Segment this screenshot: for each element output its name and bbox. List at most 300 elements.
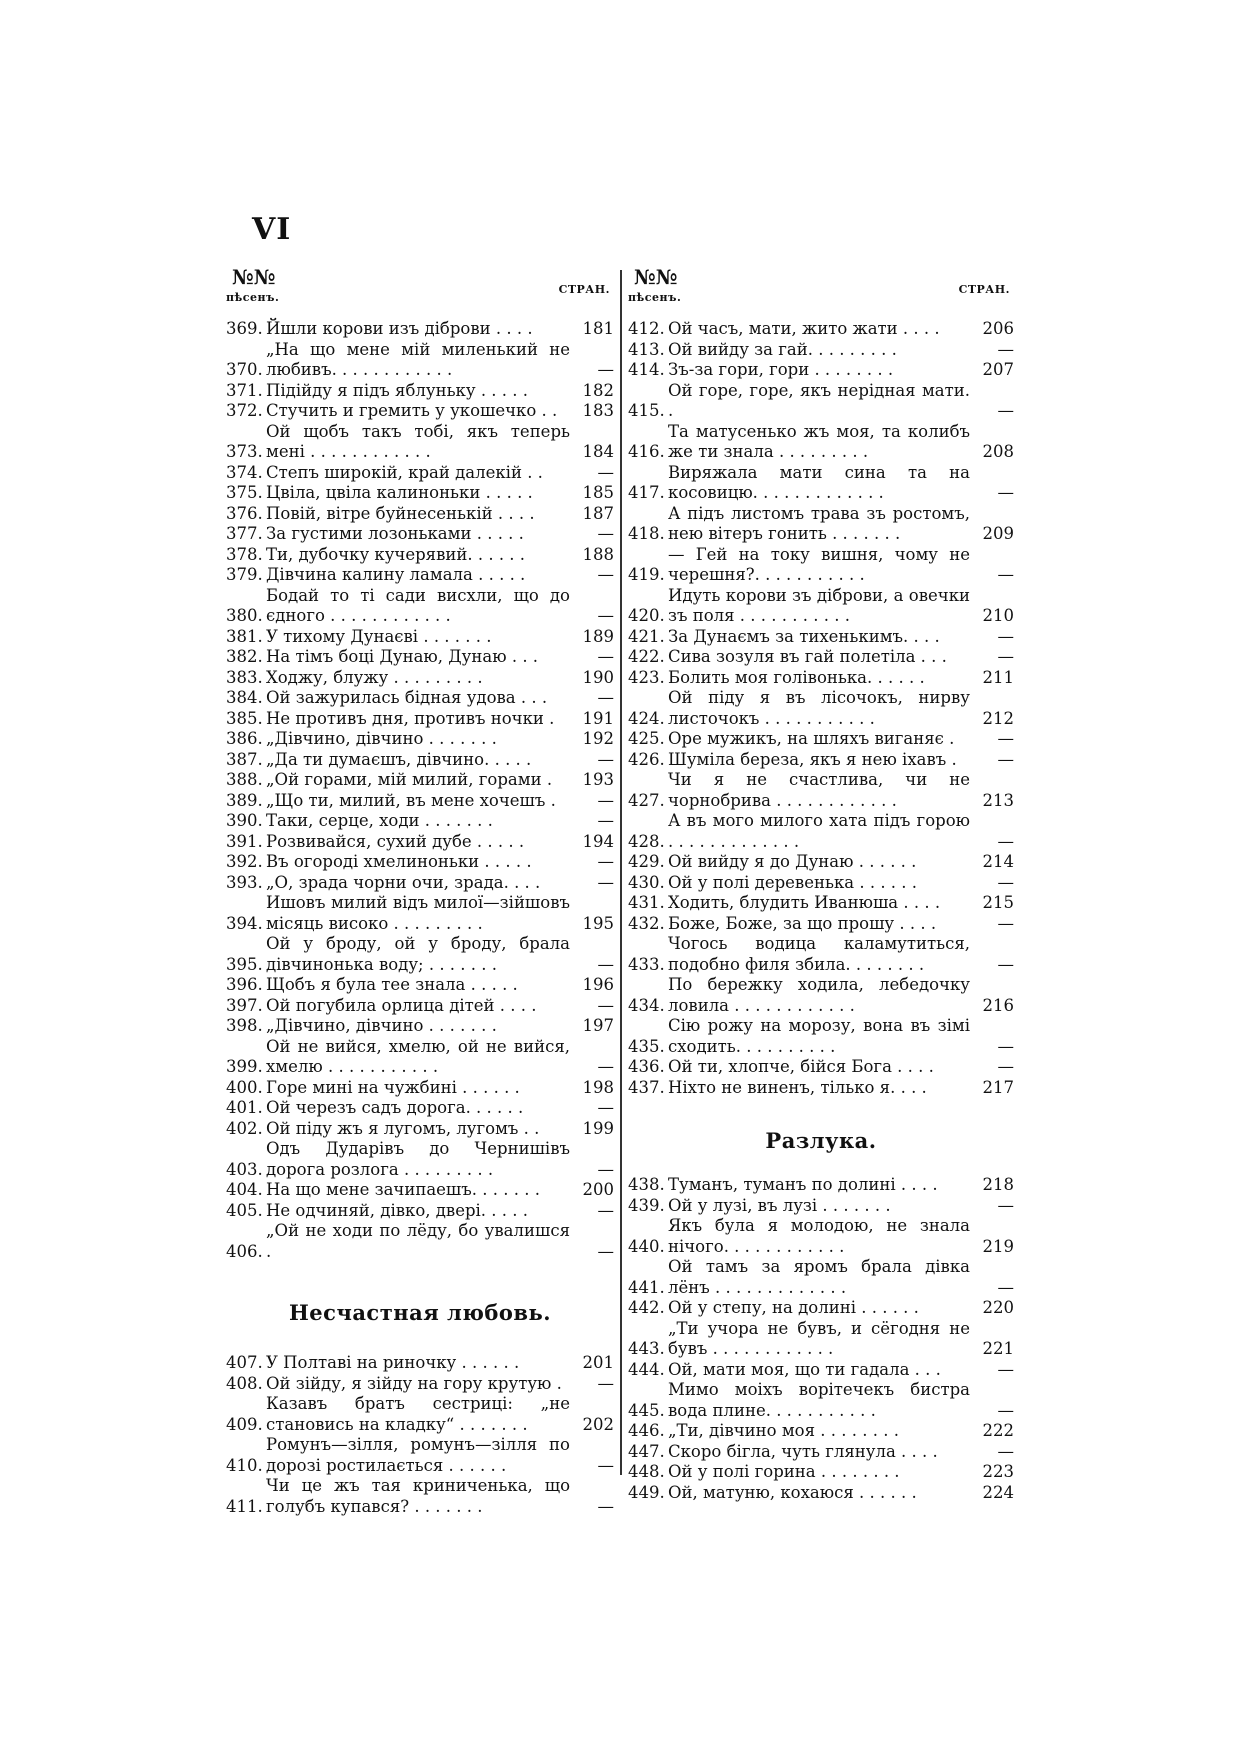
entry-title: Якъ була я молодою, не знала нічого. . . . . . . . . . . .: [668, 1216, 970, 1256]
entry-page: —: [597, 524, 614, 543]
entry-page: 210: [982, 606, 1014, 625]
toc-entry: [226, 483, 614, 504]
entry-number: 424.: [628, 708, 665, 728]
entry-title: — Гей на току вишня, чому не черешня?. . . . . . . . . . .: [668, 544, 970, 584]
toc-entry: [628, 873, 1014, 894]
entry-number: 383.: [226, 667, 263, 687]
entry-title: Ходить, блудить Иванюша . . . .: [668, 893, 941, 912]
entry-page: 209: [982, 524, 1014, 543]
entry-page: —: [997, 565, 1014, 584]
entry-number: 370.: [226, 360, 263, 379]
entry-page: —: [597, 954, 614, 974]
entry-title: Та матусенько жъ моя, та колибъ же ти знала . . . . . . . . .: [668, 421, 970, 461]
entry-number: 385.: [226, 708, 263, 728]
entry-number: 435.: [628, 1036, 665, 1056]
entry-number: 389.: [226, 790, 263, 810]
toc-entry: [628, 504, 1014, 545]
number-label: №№: [634, 265, 678, 289]
songs-label: пѣсенъ.: [628, 291, 682, 304]
entry-title: „Що ти, милий, въ мене хочешъ .: [266, 790, 556, 810]
entry-number: 433.: [628, 954, 665, 974]
entry-number: 441.: [628, 1277, 665, 1297]
entry-title: Ой часъ, мати, жито жати . . . .: [668, 319, 940, 338]
entry-number: 399.: [226, 1057, 263, 1076]
entry-page: —: [597, 852, 614, 871]
entry-title: Цвіла, цвіла калиноньки . . . . .: [266, 483, 533, 502]
toc-entry: [628, 668, 1014, 689]
entry-number: 373.: [226, 442, 263, 461]
toc-entry: [226, 1016, 614, 1037]
entry-number: 398.: [226, 1016, 263, 1035]
column-divider: [620, 270, 622, 1475]
entry-title: „Ти учора не бувъ, и сёгодня не бувъ . . . . . . . . . . . .: [668, 1318, 970, 1358]
toc-entry: [226, 729, 614, 750]
toc-entry: [226, 1435, 614, 1476]
toc-entry: [226, 688, 614, 709]
toc-entry: [628, 1257, 1014, 1298]
entry-title: Ой ти, хлопче, бійся Бога . . . .: [668, 1057, 934, 1076]
toc-entry: [628, 1078, 1014, 1099]
entry-title: Ишовъ милий відъ милої—зійшовъ місяць високо . . . . . . . . .: [266, 893, 570, 933]
entry-title: Идуть корови зъ діброви, а овечки зъ поля . . . . . . . . . . .: [668, 585, 970, 625]
entry-title: Болить моя голівонька. . . . . .: [668, 667, 925, 687]
entry-page: —: [997, 339, 1014, 359]
entry-page: —: [597, 1241, 614, 1261]
entry-number: 393.: [226, 872, 263, 892]
entry-title: Ой, матуню, кохаюся . . . . . .: [668, 1482, 917, 1502]
entry-title: Боже, Боже, за що прошу . . . .: [668, 913, 937, 933]
toc-entry: [226, 1374, 614, 1395]
toc-entry: [628, 934, 1014, 975]
entry-page: 183: [582, 401, 614, 420]
entry-title: Розвивайся, сухий дубе . . . . .: [266, 831, 525, 851]
toc-entry: [226, 873, 614, 894]
entry-title: Бодай то ті сади висхли, що до єдного . . . . . . . . . . . .: [266, 585, 570, 625]
entry-number: 443.: [628, 1339, 665, 1358]
entry-title: Щобъ я була тее знала . . . . .: [266, 975, 518, 994]
entry-number: 414.: [628, 360, 665, 379]
entry-page: 185: [582, 483, 614, 502]
toc-entry: [226, 401, 614, 422]
entry-number: 396.: [226, 975, 263, 994]
toc-entry: [226, 545, 614, 566]
toc-entry: [628, 586, 1014, 627]
toc-entry: [628, 627, 1014, 648]
entry-number: 437.: [628, 1077, 665, 1097]
entry-title: Ой, мати моя, що ти гадала . . .: [668, 1359, 941, 1379]
toc-entry: [226, 1180, 614, 1201]
entry-title: Ой тамъ за яромъ брала дівка лёнъ . . . . . . . . . . . . .: [668, 1257, 970, 1297]
entry-number: 395.: [226, 954, 263, 974]
entry-title: Ой піду я въ лісочокъ, нирву листочокъ . . . . . . . . . . .: [668, 688, 970, 728]
entry-number: 434.: [628, 995, 665, 1015]
entry-page: —: [997, 954, 1014, 974]
toc-entry: [628, 770, 1014, 811]
entry-number: 423.: [628, 667, 665, 687]
right-entry-list: [628, 319, 1014, 1098]
entry-title: „Ой не ходи по лёду, бо увалишся .: [266, 1221, 570, 1261]
entry-title: За Дунаємъ за тихенькимъ. . . .: [668, 626, 940, 646]
toc-entry: [226, 709, 614, 730]
entry-number: 431.: [628, 893, 665, 912]
toc-entry: [226, 1476, 614, 1517]
entry-title: Казавъ братъ сестриці: „не становись на кладку“ . . . . . . .: [266, 1394, 570, 1434]
entry-page: —: [997, 1036, 1014, 1056]
entry-title: Шуміла береза, якъ я нею іхавъ .: [668, 749, 957, 769]
entry-title: Чи я не счастлива, чи не чорнобрива . . . . . . . . . . . .: [668, 770, 970, 810]
entry-number: 376.: [226, 503, 263, 523]
entry-number: 400.: [226, 1077, 263, 1097]
toc-entry: [628, 688, 1014, 729]
left-column: [226, 265, 614, 1517]
entry-page: —: [997, 401, 1014, 420]
entry-page: 207: [982, 360, 1014, 379]
toc-entry: [226, 770, 614, 791]
toc-entry: [628, 1380, 1014, 1421]
entry-number: 384.: [226, 688, 263, 707]
entry-page: —: [597, 565, 614, 584]
entry-page: —: [597, 1496, 614, 1516]
toc-entry: [226, 422, 614, 463]
page-label: СТРАН.: [958, 283, 1010, 296]
entry-number: 447.: [628, 1441, 665, 1461]
entry-number: 422.: [628, 647, 665, 666]
entry-number: 401.: [226, 1098, 263, 1117]
entry-title: Виряжала мати сина та на косовицю. . . . . . . . . . . . .: [668, 462, 970, 502]
toc-entry: [628, 852, 1014, 873]
entry-page: 212: [982, 708, 1014, 728]
number-label: №№: [232, 265, 276, 289]
entry-number: 446.: [628, 1421, 665, 1440]
toc-entry: [628, 914, 1014, 935]
toc-entry: [226, 381, 614, 402]
entry-title: Мимо моіхъ ворітечекъ бистра вода плине. . . . . . . . . . .: [668, 1380, 970, 1420]
toc-entry: [628, 1421, 1014, 1442]
toc-entry: [226, 1201, 614, 1222]
entry-number: 377.: [226, 524, 263, 543]
entry-number: 412.: [628, 319, 665, 338]
entry-number: 418.: [628, 524, 665, 543]
entry-number: 415.: [628, 401, 665, 420]
entry-page: 189: [582, 626, 614, 646]
entry-number: 427.: [628, 790, 665, 810]
entry-page: 213: [982, 790, 1014, 810]
entry-page: 181: [582, 319, 614, 338]
entry-title: За густими лозоньками . . . . .: [266, 524, 524, 543]
entry-title: Підійду я підъ яблуньку . . . . .: [266, 380, 529, 400]
entry-page: —: [597, 462, 614, 482]
toc-entry: [628, 1442, 1014, 1463]
entry-page: 190: [582, 667, 614, 687]
toc-entry: [226, 811, 614, 832]
entry-page: 216: [982, 995, 1014, 1015]
toc-entry: [226, 893, 614, 934]
entry-page: 206: [982, 319, 1014, 338]
entry-page: 187: [582, 503, 614, 523]
entry-number: 378.: [226, 544, 263, 564]
entry-title: Йшли корови изъ діброви . . . .: [266, 319, 533, 338]
entry-number: 381.: [226, 626, 263, 646]
entry-title: Ой у степу, на долині . . . . . .: [668, 1298, 919, 1317]
toc-entry: [628, 1016, 1014, 1057]
toc-entry: [226, 1394, 614, 1435]
entry-title: Повій, вітре буйнесенькій . . . .: [266, 503, 535, 523]
toc-entry: [628, 1057, 1014, 1078]
entry-title: На що мене зачипаешъ. . . . . . .: [266, 1180, 540, 1199]
entry-title: „На що мене мій миленький не любивъ. . . . . . . . . . . .: [266, 339, 570, 379]
entry-page: —: [997, 1195, 1014, 1215]
entry-title: Ой у полі деревенька . . . . . .: [668, 872, 918, 892]
entry-title: Чогось водица каламутиться, подобно филя збила. . . . . . . .: [668, 934, 970, 974]
entry-page: 197: [582, 1016, 614, 1035]
entry-number: 380.: [226, 606, 263, 625]
toc-entry: [226, 934, 614, 975]
entry-page: 194: [582, 831, 614, 851]
entry-title: Чи це жъ тая криниченька, що голубъ купався? . . . . . . .: [266, 1476, 570, 1516]
entry-number: 408.: [226, 1373, 263, 1393]
entry-title: Сію рожу на морозу, вона въ зімі сходить. . . . . . . . . .: [668, 1016, 970, 1056]
toc-entry: [226, 975, 614, 996]
toc-entry: [628, 1196, 1014, 1217]
entry-title: „О, зрада чорни очи, зрада. . . .: [266, 872, 541, 892]
entry-title: Ой зажурилась бідная удова . . .: [266, 688, 548, 707]
entry-title: Ой у полі горина . . . . . . . .: [668, 1462, 900, 1481]
entry-number: 419.: [628, 565, 665, 584]
entry-number: 444.: [628, 1359, 665, 1379]
entry-page: —: [997, 1277, 1014, 1297]
entry-number: 439.: [628, 1195, 665, 1215]
toc-entry: [628, 360, 1014, 381]
songs-label: пѣсенъ.: [226, 291, 280, 304]
entry-page: 193: [582, 770, 614, 789]
right-column: [628, 265, 1014, 1503]
entry-page: —: [597, 360, 614, 379]
entry-number: 371.: [226, 380, 263, 400]
entry-title: А підъ листомъ трава зъ ростомъ, нею вітеръ гонить . . . . . . .: [668, 503, 970, 543]
entry-title: „Ти, дівчино моя . . . . . . . .: [668, 1421, 899, 1440]
entry-number: 391.: [226, 831, 263, 851]
toc-entry: [226, 791, 614, 812]
entry-number: 436.: [628, 1057, 665, 1076]
entry-page: 201: [582, 1353, 614, 1372]
entry-number: 386.: [226, 729, 263, 748]
left-entry-list: [226, 319, 614, 1262]
entry-number: 425.: [628, 729, 665, 748]
toc-entry: [226, 586, 614, 627]
entry-page: —: [997, 626, 1014, 646]
entry-title: Ромунъ—зілля, ромунъ—зілля по дорозі ростилається . . . . . .: [266, 1435, 570, 1475]
toc-entry: [226, 1353, 614, 1374]
entry-title: Одъ Дударівъ до Чернишівъ дорога розлога . . . . . . . . .: [266, 1139, 570, 1179]
entry-title: Сива зозуля въ гай полетіла . . .: [668, 647, 947, 666]
entry-number: 445.: [628, 1400, 665, 1420]
entry-number: 448.: [628, 1462, 665, 1481]
toc-entry: [628, 545, 1014, 586]
entry-title: Степъ широкій, край далекій . .: [266, 462, 543, 482]
toc-entry: [628, 340, 1014, 361]
entry-page: 221: [982, 1339, 1014, 1358]
page-number: VI: [252, 212, 292, 247]
entry-page: —: [997, 483, 1014, 502]
entry-page: 215: [982, 893, 1014, 912]
toc-entry: [628, 1462, 1014, 1483]
entry-title: Ой у броду, ой у броду, брала дівчинонька воду; . . . . . . .: [266, 934, 570, 974]
entry-page: 222: [982, 1421, 1014, 1440]
toc-entry: [628, 811, 1014, 852]
entry-page: —: [997, 1057, 1014, 1076]
toc-entry: [226, 750, 614, 771]
entry-title: „Дівчино, дівчино . . . . . . .: [266, 1016, 497, 1035]
entry-page: —: [997, 872, 1014, 892]
entry-title: Скоро бігла, чуть глянула . . . .: [668, 1441, 938, 1461]
entry-number: 411.: [226, 1496, 263, 1516]
toc-entry: [226, 996, 614, 1017]
entry-title: На тімъ боці Дунаю, Дунаю . . .: [266, 647, 539, 666]
entry-number: 409.: [226, 1414, 263, 1434]
toc-entry: [628, 381, 1014, 422]
entry-title: У Полтаві на риночку . . . . . .: [266, 1353, 520, 1372]
entry-title: Въ огороді хмелиноньки . . . . .: [266, 852, 532, 871]
entry-number: 429.: [628, 852, 665, 871]
entry-page: 218: [982, 1175, 1014, 1194]
entry-number: 428.: [628, 831, 665, 851]
toc-entry: [226, 463, 614, 484]
entry-title: Ой черезъ садъ дорога. . . . . .: [266, 1098, 524, 1117]
entry-page: 196: [582, 975, 614, 994]
entry-number: 432.: [628, 913, 665, 933]
entry-number: 392.: [226, 852, 263, 871]
entry-page: 211: [982, 667, 1014, 687]
entry-page: —: [997, 1400, 1014, 1420]
toc-entry: [226, 627, 614, 648]
entry-page: —: [997, 749, 1014, 769]
section-heading-separation: Разлука.: [765, 1128, 877, 1153]
toc-entry: [628, 975, 1014, 1016]
entry-page: 200: [582, 1180, 614, 1199]
entry-page: —: [597, 995, 614, 1015]
entry-number: 403.: [226, 1159, 263, 1179]
entry-page: —: [597, 1159, 614, 1179]
entry-title: Ой піду жъ я лугомъ, лугомъ . .: [266, 1118, 540, 1138]
entry-number: 442.: [628, 1298, 665, 1317]
entry-page: —: [997, 1441, 1014, 1461]
toc-entry: [628, 1298, 1014, 1319]
toc-entry: [226, 1139, 614, 1180]
toc-entry: [226, 1098, 614, 1119]
entry-page: 224: [982, 1482, 1014, 1502]
entry-title: Не одчиняй, дівко, двері. . . . .: [266, 1200, 529, 1220]
entry-number: 402.: [226, 1118, 263, 1138]
toc-entry: [226, 1119, 614, 1140]
entry-title: Горе мині на чужбині . . . . . .: [266, 1077, 520, 1097]
entry-title: „Дівчино, дівчино . . . . . . .: [266, 729, 497, 748]
entry-title: Ой вийду я до Дунаю . . . . . .: [668, 852, 917, 871]
entry-page: —: [597, 872, 614, 892]
entry-number: 388.: [226, 770, 263, 789]
entry-number: 417.: [628, 483, 665, 502]
left-column-header: [226, 265, 614, 319]
entry-number: 375.: [226, 483, 263, 502]
toc-entry: [226, 1037, 614, 1078]
toc-entry: [226, 524, 614, 545]
entry-number: 379.: [226, 565, 263, 584]
entry-title: Оре мужикъ, на шляхъ виганяє .: [668, 729, 955, 748]
toc-entry: [226, 340, 614, 381]
entry-title: Не противъ дня, противъ ночки .: [266, 708, 555, 728]
toc-entry: [628, 1319, 1014, 1360]
entry-page: —: [597, 1200, 614, 1220]
entry-page: 219: [982, 1236, 1014, 1256]
entry-page: —: [597, 688, 614, 707]
entry-number: 382.: [226, 647, 263, 666]
toc-entry: [628, 422, 1014, 463]
toc-entry: [628, 319, 1014, 340]
entry-page: —: [597, 1455, 614, 1475]
entry-page: —: [597, 811, 614, 830]
entry-number: 421.: [628, 626, 665, 646]
entry-page: —: [997, 831, 1014, 851]
page-label: СТРАН.: [558, 283, 610, 296]
entry-number: 430.: [628, 872, 665, 892]
toc-entry: [628, 1483, 1014, 1504]
toc-entry: [226, 319, 614, 340]
toc-entry: [226, 565, 614, 586]
entry-page: 202: [582, 1414, 614, 1434]
entry-number: 413.: [628, 339, 665, 359]
entry-number: 369.: [226, 319, 263, 338]
entry-page: —: [997, 1359, 1014, 1379]
toc-entry: [628, 1360, 1014, 1381]
entry-page: —: [597, 1057, 614, 1076]
toc-entry: [226, 1078, 614, 1099]
entry-number: 406.: [226, 1241, 263, 1261]
toc-entry: [628, 1216, 1014, 1257]
entry-number: 438.: [628, 1175, 665, 1194]
toc-entry: [628, 729, 1014, 750]
entry-page: 184: [582, 442, 614, 461]
entry-title: Стучить и гремить у укошечко . .: [266, 401, 558, 420]
entry-page: —: [997, 913, 1014, 933]
toc-entry: [226, 647, 614, 668]
entry-number: 407.: [226, 1353, 263, 1372]
entry-page: 199: [582, 1118, 614, 1138]
entry-number: 372.: [226, 401, 263, 420]
entry-number: 374.: [226, 462, 263, 482]
entry-number: 449.: [628, 1482, 665, 1502]
toc-entry: [628, 1175, 1014, 1196]
entry-page: —: [597, 647, 614, 666]
entry-page: —: [597, 606, 614, 625]
entry-number: 410.: [226, 1455, 263, 1475]
entry-title: Зъ-за гори, гори . . . . . . . .: [668, 360, 894, 379]
entry-title: Ой горе, горе, якъ нерідная мати. .: [668, 380, 970, 420]
entry-number: 405.: [226, 1200, 263, 1220]
toc-entry: [226, 852, 614, 873]
entry-title: Ой погубила орлица дітей . . . .: [266, 995, 537, 1015]
entry-number: 394.: [226, 913, 263, 933]
entry-title: Дівчина калину ламала . . . . .: [266, 565, 526, 584]
toc-entry: [628, 750, 1014, 771]
entry-page: 214: [982, 852, 1014, 871]
entry-title: А въ мого милого хата підъ горою . . . . . . . . . . . . .: [668, 811, 970, 851]
entry-page: —: [597, 1373, 614, 1393]
entry-page: —: [997, 729, 1014, 748]
toc-entry: [226, 668, 614, 689]
toc-entry: [226, 1221, 614, 1262]
entry-title: Ти, дубочку кучерявий. . . . . .: [266, 544, 526, 564]
section-heading-unhappy-love: Несчастная любовь.: [288, 1300, 552, 1325]
entry-page: 195: [582, 913, 614, 933]
